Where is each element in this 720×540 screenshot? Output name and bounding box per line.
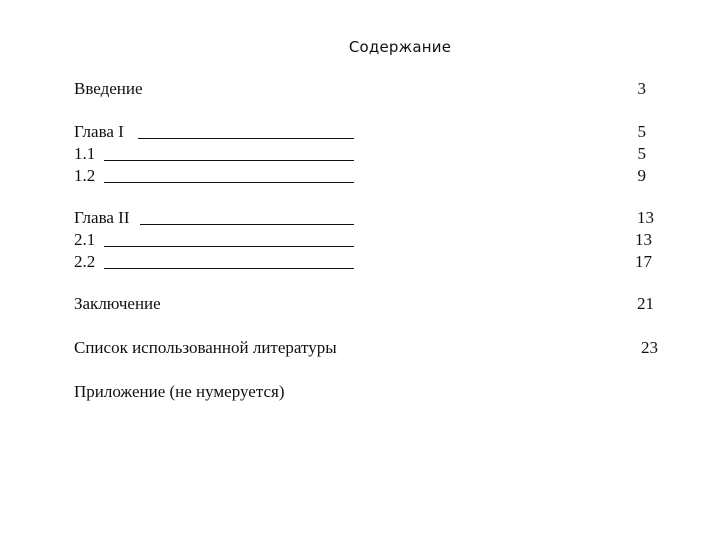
toc-page-number: 13 [635,230,652,249]
fill-line [104,246,354,247]
toc-page-number: 23 [641,338,658,357]
toc-page-number: 5 [637,122,646,141]
fill-line [138,138,354,139]
toc-page-number: 9 [637,166,646,185]
toc-entry-label: Приложение (не нумеруется) [74,382,285,401]
toc-page-number: 21 [637,294,654,313]
toc-entry-introduction [74,78,654,100]
toc-entry-label: 2.2 [74,252,96,271]
toc-page-number: 13 [637,208,654,227]
toc-entry-section-2-1 [74,229,654,251]
fill-line [104,182,354,183]
toc-entry-section-2-2 [74,251,654,273]
fill-line [104,268,354,269]
toc-entry-label: 1.1 [74,144,96,163]
toc-entry-label: Введение [74,79,143,98]
toc-entry-appendix [74,381,654,403]
toc-entry-section-1-2 [74,165,654,187]
toc-page-number: 17 [635,252,652,271]
toc-entry-label: Заключение [74,294,161,313]
toc-entry-label: 2.1 [74,230,96,249]
toc-entry-label: Список использованной литературы [74,338,337,357]
toc-page-number: 3 [637,79,646,98]
fill-line [104,160,354,161]
toc-entry-chapter-2 [74,207,654,229]
toc-entry-conclusion [74,293,654,315]
toc-entry-bibliography [74,337,658,359]
toc-entry-label: 1.2 [74,166,96,185]
toc-entry-chapter-1 [74,121,654,143]
toc-entry-label: Глава II [74,208,130,227]
toc-entry-section-1-1 [74,143,654,165]
page-title: Содержание [348,38,452,56]
fill-line [140,224,354,225]
toc-entry-label: Глава I [74,122,124,141]
toc-page-number: 5 [637,144,646,163]
